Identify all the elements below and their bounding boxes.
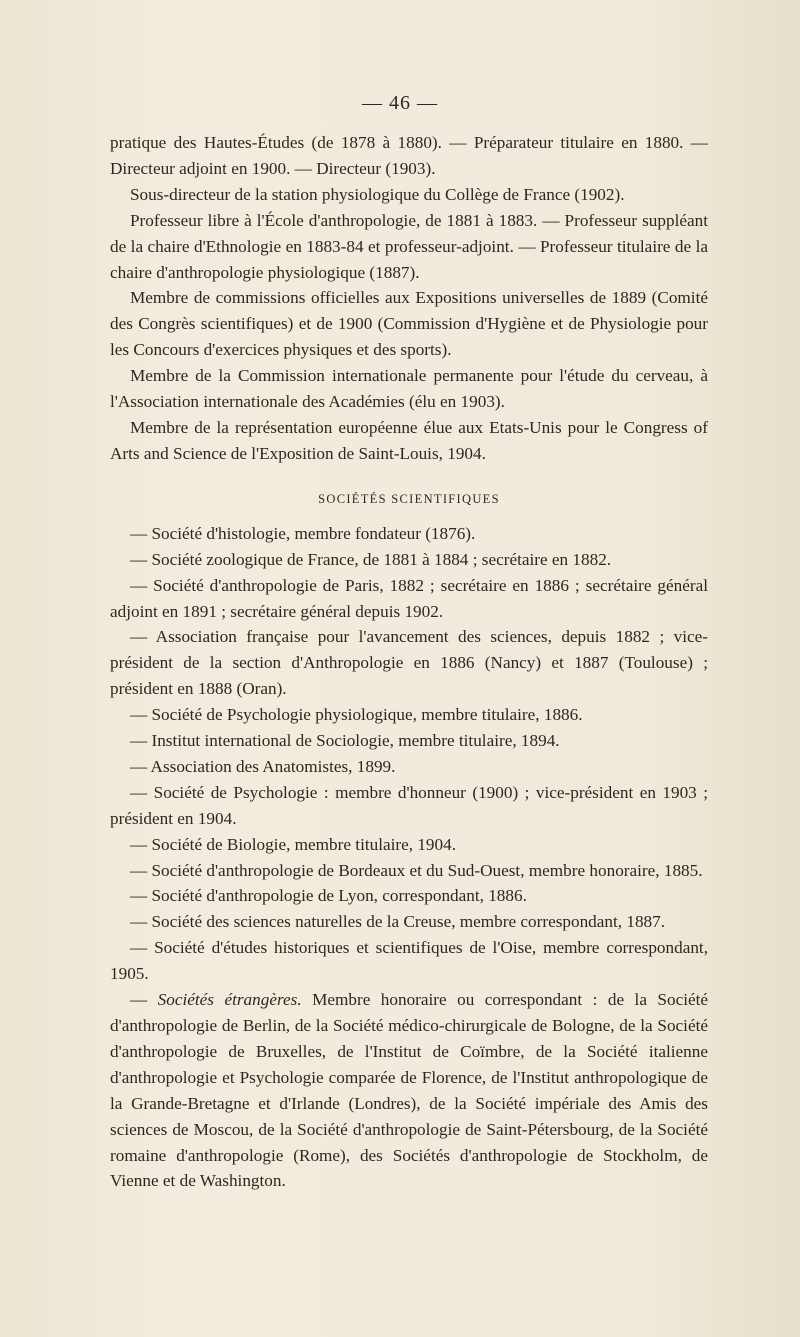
foreign-societies-text: Membre honoraire ou correspondant : de la Société d'anthropologie de Berlin, de la Société médico-chirurgicale de Bologne, de la Société d'anthropologie de Bruxelles, de l'Institut de Coïmbre, de la Société italienne d'anthropologie et Psychologie comparée de Florence, de l'Institut anthropologique de la Grande-Bretagne et d'Irlande (Londres), de la Société impériale des Amis des sciences de Moscou, de la Société d'anthropologie de Saint-Pétersbourg, de la Société romaine d'anthropologie (Rome), des Sociétés d'anthropologie de Stockholm, de Vienne et de Washington. <box>110 990 709 1191</box>
paragraph: Sous-directeur de la station physiologique du Collège de France (1902). <box>130 184 625 204</box>
paragraph: Professeur libre à l'École d'anthropologie, de 1881 à 1883. — Professeur suppléant de la chaire d'Ethnologie en 1883-84 et professeur-adjoint. — Professeur titulaire de la chaire d'anthropologie physiologique (1887). <box>110 210 708 282</box>
list-item: — Association française pour l'avancement des sciences, depuis 1882 ; vice-président de la section d'Anthropologie en 1886 (Nancy) et 1887 (Toulouse) ; président en 1888 (Oran). <box>110 627 708 699</box>
section-heading: SOCIÉTÉS SCIENTIFIQUES <box>318 491 500 506</box>
list-item: — Société d'histologie, membre fondateur (1876). <box>130 523 476 543</box>
list-item: — Société de Biologie, membre titulaire, 1904. <box>130 834 457 854</box>
list-item: — Société d'anthropologie de Lyon, correspondant, 1886. <box>130 886 527 906</box>
list-item: — Société de Psychologie physiologique, membre titulaire, 1886. <box>130 705 583 725</box>
paragraph: pratique des Hautes-Études (de 1878 à 1880). — Préparateur titulaire en 1880. — Directeur adjoint en 1900. — Directeur (1903). <box>110 133 708 178</box>
document-body <box>110 130 708 1194</box>
list-item: — Société d'anthropologie de Bordeaux et du Sud-Ouest, membre honoraire, 1885. <box>130 860 703 880</box>
societies-list <box>110 521 708 1195</box>
page-number: — 46 — <box>362 92 438 114</box>
paragraph: Membre de la représentation européenne élue aux Etats-Unis pour le Congress of Arts and Science de l'Exposition de Saint-Louis, 1904. <box>110 417 708 463</box>
list-item: — Société zoologique de France, de 1881 à 1884 ; secrétaire en 1882. <box>130 549 612 569</box>
list-item: — Société d'études historiques et scientifiques de l'Oise, membre correspondant, 1905. <box>110 938 708 984</box>
list-item: — Société de Psychologie : membre d'honneur (1900) ; vice-président en 1903 ; président en 1904. <box>110 782 708 828</box>
list-item: — Société d'anthropologie de Paris, 1882 ; secrétaire en 1886 ; secrétaire général adjoint en 1891 ; secrétaire général depuis 1902. <box>110 575 708 621</box>
item-dash: — <box>130 990 158 1010</box>
list-item: — Association des Anatomistes, 1899. <box>130 756 396 776</box>
list-item: — Institut international de Sociologie, membre titulaire, 1894. <box>130 731 560 751</box>
foreign-societies-label: Sociétés étrangères. <box>157 990 302 1010</box>
career-paragraphs <box>110 130 708 467</box>
foreign-societies-item <box>110 987 708 1194</box>
list-item: — Société des sciences naturelles de la Creuse, membre correspondant, 1887. <box>130 912 666 932</box>
paragraph: Membre de commissions officielles aux Expositions universelles de 1889 (Comité des Congrès scientifiques) et de 1900 (Commission d'Hygiène et de Physiologie pour les Concours d'exercices physiques et des sports). <box>110 288 708 360</box>
paragraph: Membre de la Commission internationale permanente pour l'étude du cerveau, à l'Association internationale des Académies (élu en 1903). <box>110 366 708 412</box>
